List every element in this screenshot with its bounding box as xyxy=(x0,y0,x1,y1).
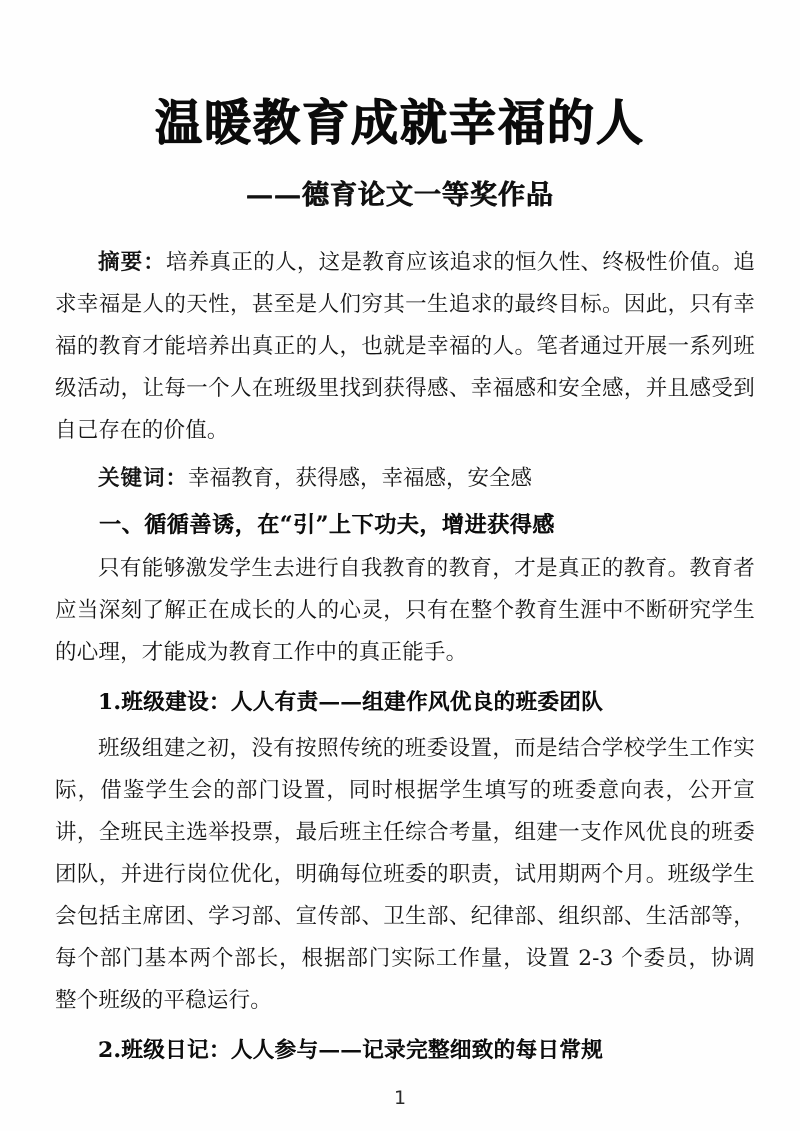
page-title: 温暖教育成就幸福的人 xyxy=(155,94,645,153)
title-block xyxy=(0,0,800,212)
subsection-heading-1-1: 1.班级建设：人人有责——组建作风优良的班委团队 xyxy=(98,690,604,716)
subsection-1-1-paragraph: 班级组建之初，没有按照传统的班委设置，而是结合学校学生工作实际，借鉴学生会的部门设置，同时根据学生填写的班委意向表，公开宣讲，全班民主选举投票，最后班主任综合考量，组建一支作风优良的班委团队，并进行岗位优化，明确每位班委的职责，试用期两个月。班级学生会包括主席团、学习部、宣传部、卫生部、纪律部、组织部、生活部等，每个部门基本两个部长，根据部门实际工作量，设置 2-3 个委员，协调整个班级的平稳运行。 xyxy=(55,736,755,1014)
page-number: 1 xyxy=(393,1087,407,1109)
page-subtitle: ——德育论文一等奖作品 xyxy=(246,180,554,212)
section-heading-1: 一、循循善诱，在“引”上下功夫，增进获得感 xyxy=(99,512,555,539)
document-body xyxy=(0,212,800,1072)
abstract-text: 培养真正的人，这是教育应该追求的恒久性、终极性价值。追求幸福是人的天性，甚至是人们穷其一生追求的最终目标。因此，只有幸福的教育才能培养出真正的人，也就是幸福的人。笔者通过开展一系列班级活动，让每一个人在班级里找到获得感、幸福感和安全感，并且感受到自己存在的价值。 xyxy=(55,250,755,444)
keywords-paragraph xyxy=(55,458,755,500)
abstract-paragraph xyxy=(55,242,755,452)
keywords-text: 幸福教育，获得感，幸福感，安全感 xyxy=(188,466,533,492)
keywords-label: 关键词： xyxy=(98,466,189,492)
abstract-label: 摘要： xyxy=(98,250,166,276)
subsection-heading-1-2: 2.班级日记：人人参与——记录完整细致的每日常规 xyxy=(98,1038,604,1064)
section-1-intro-paragraph: 只有能够激发学生去进行自我教育的教育，才是真正的教育。教育者应当深刻了解正在成长的人的心灵，只有在整个教育生涯中不断研究学生的心理，才能成为教育工作中的真正能手。 xyxy=(55,556,755,666)
